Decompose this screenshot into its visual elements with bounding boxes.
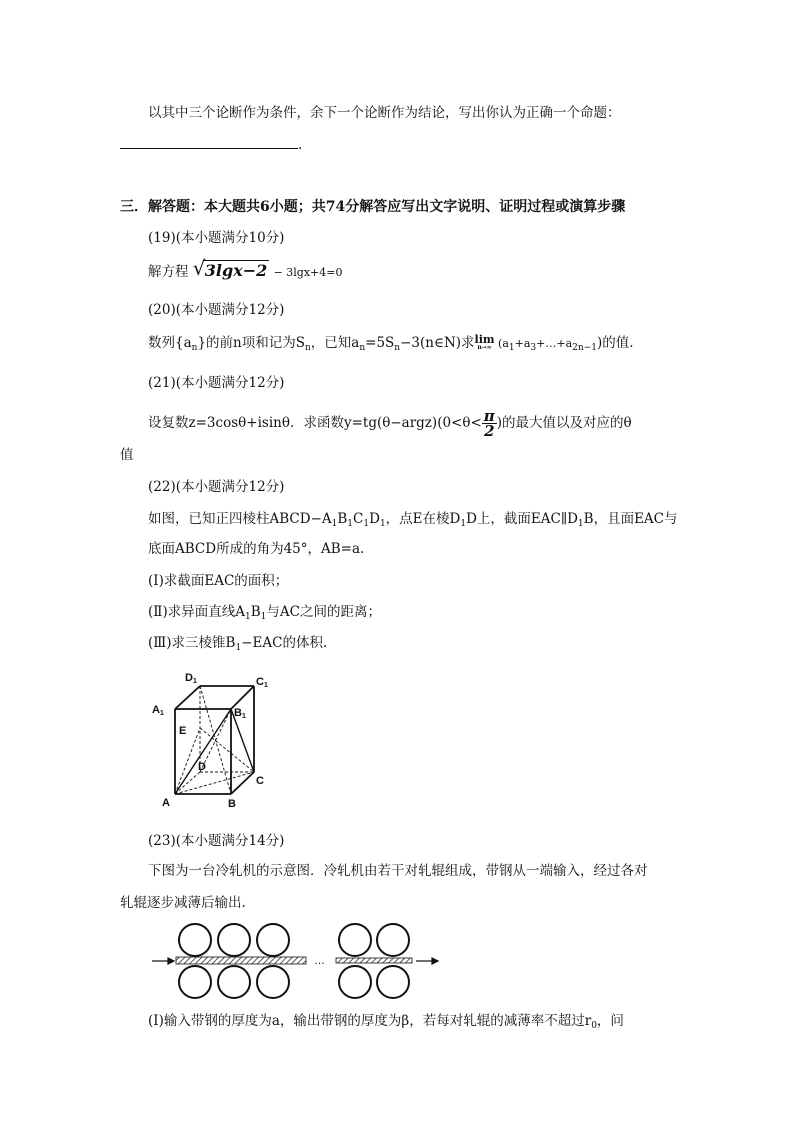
q20-text: }的前n项和记为S (197, 335, 305, 351)
roller-bottom (377, 966, 409, 998)
q20-sub: n (359, 343, 366, 353)
q20-sub: 3 (530, 343, 537, 353)
q22-sub: 1 (379, 519, 386, 529)
intro-line: 以其中三个论断作为条件，余下一个论断作为结论，写出你认为正确一个命题： (148, 105, 621, 121)
edge-b1c1 (231, 686, 254, 709)
q22-line1 (148, 510, 678, 530)
q22-sub: 1 (460, 519, 467, 529)
lim-word: lim (474, 333, 495, 346)
q22-sub: 1 (577, 519, 584, 529)
q22-text: B (250, 604, 261, 620)
q22-sub: 1 (363, 519, 370, 529)
blank-period: . (298, 137, 303, 153)
q22-text: D (369, 511, 380, 527)
q22-text: (Ⅱ)求异面直线A (148, 604, 245, 620)
q22-sub: 1 (331, 519, 338, 529)
label-c: C (256, 775, 264, 787)
q19-sqrt (192, 256, 269, 281)
q20-text: =5S (365, 335, 395, 351)
q22-text: B (337, 511, 348, 527)
label-d1: D1 (185, 672, 197, 685)
q22-part3 (148, 634, 327, 654)
q20-sub: 1 (508, 343, 515, 353)
roller-top (339, 924, 371, 956)
steel-strip-left (176, 957, 306, 964)
q23-sub: 0 (591, 1021, 597, 1031)
frac-numerator: π (483, 407, 495, 425)
roller-top (257, 924, 289, 956)
q22-text: (Ⅲ)求三棱锥B (148, 635, 236, 651)
rolling-mill-diagram (148, 920, 448, 1002)
roller-top (377, 924, 409, 956)
ellipsis: … (314, 955, 325, 967)
roller-top (179, 924, 211, 956)
roller-top (218, 924, 250, 956)
q20-sub: n (304, 343, 311, 353)
q22-sub: 1 (244, 612, 251, 622)
prism-figure (145, 668, 285, 813)
q23-header: (23)(本小题满分14分) (148, 833, 285, 849)
sqrt-radical-icon: √ (192, 256, 206, 280)
label-e: E (179, 725, 187, 737)
q22-line2: 底面ABCD所成的角为45°，AB=a. (148, 541, 365, 557)
label-b1: B1 (234, 707, 246, 720)
label-a1: A1 (152, 704, 164, 717)
roller-bottom (218, 966, 250, 998)
q21-body (148, 409, 632, 438)
q23-part1 (148, 1012, 624, 1032)
frac-denominator: 2 (484, 422, 495, 440)
q20-text: −3(n∈N)求 (400, 335, 475, 351)
q23-line2: 轧辊逐步减薄后输出. (120, 895, 246, 911)
q20-header: (20)(本小题满分12分) (148, 302, 285, 318)
q22-text: −EAC的体积. (241, 635, 328, 651)
q19-radicand: 3lgx−2 (204, 261, 268, 280)
input-arrow-icon (168, 958, 174, 964)
q20-text: )的值. (596, 335, 634, 351)
section3-title: 三．解答题：本大题共6小题；共74分解答应写出文字说明、证明过程或演算步骤 (120, 199, 626, 215)
label-a: A (162, 797, 170, 809)
q20-text: ，已知a (310, 335, 360, 351)
edge-ab1 (175, 709, 231, 794)
q20-text: 数列{a (148, 335, 192, 351)
q22-sub: 1 (260, 612, 267, 622)
q22-part1: (Ⅰ)求截面EAC的面积； (148, 573, 289, 589)
q20-body (148, 334, 634, 354)
q22-part2 (148, 603, 381, 623)
q19-header: (19)(本小题满分10分) (148, 230, 285, 246)
q21-text: 设复数z=3cosθ+isinθ．求函数y=tg(θ−argz)(0<θ< (148, 415, 482, 431)
q22-header: (22)(本小题满分12分) (148, 479, 285, 495)
q22-text: B，且面EAC与 (583, 511, 678, 527)
q22-text: C (353, 511, 364, 527)
output-arrow-icon (432, 958, 438, 964)
lim-subscript: n→∞ (477, 344, 492, 351)
edge-a1d1 (175, 686, 200, 709)
q22-sub: 1 (235, 643, 242, 653)
q19-suffix: − 3lgx+4=0 (273, 266, 343, 279)
answer-blank-line (120, 136, 302, 154)
q20-sub: n (191, 343, 198, 353)
q20-sub: n (394, 343, 401, 353)
q20-sub: 2n−1 (572, 343, 597, 353)
q19-prefix: 解方程 (148, 264, 189, 280)
q22-text: 与AC之间的距离； (266, 604, 381, 620)
q22-sub: 1 (347, 519, 354, 529)
answer-blank (120, 138, 298, 149)
q23-text: ，问 (596, 1013, 624, 1029)
q20-text: (a (494, 337, 509, 350)
roller-bottom (179, 966, 211, 998)
q21-header: (21)(本小题满分12分) (148, 375, 285, 391)
q22-text: D上，截面EAC∥D (466, 511, 578, 527)
label-b: B (228, 798, 236, 810)
q21-text: )的最大值以及对应的θ (496, 415, 632, 431)
q21-continuation: 值 (120, 447, 134, 463)
q20-text: +a (514, 337, 531, 350)
steel-strip-right (336, 958, 412, 963)
q22-text: ，点E在棱D (385, 511, 461, 527)
q19-equation (148, 256, 343, 282)
label-c1: C1 (256, 676, 268, 689)
q23-text: (Ⅰ)输入带钢的厚度为a，输出带钢的厚度为β，若每对轧辊的减薄率不超过r (148, 1013, 592, 1029)
q20-limit (474, 333, 495, 351)
q22-text: 如图，已知正四棱柱ABCD−A (148, 511, 332, 527)
q23-line1: 下图为一台冷轧机的示意图．冷轧机由若干对轧辊组成，带钢从一端输入，经过各对 (148, 863, 648, 879)
roller-bottom (257, 966, 289, 998)
q20-text: +…+a (536, 337, 573, 350)
label-d: D (198, 761, 206, 773)
roller-bottom (339, 966, 371, 998)
q21-fraction (482, 409, 497, 438)
